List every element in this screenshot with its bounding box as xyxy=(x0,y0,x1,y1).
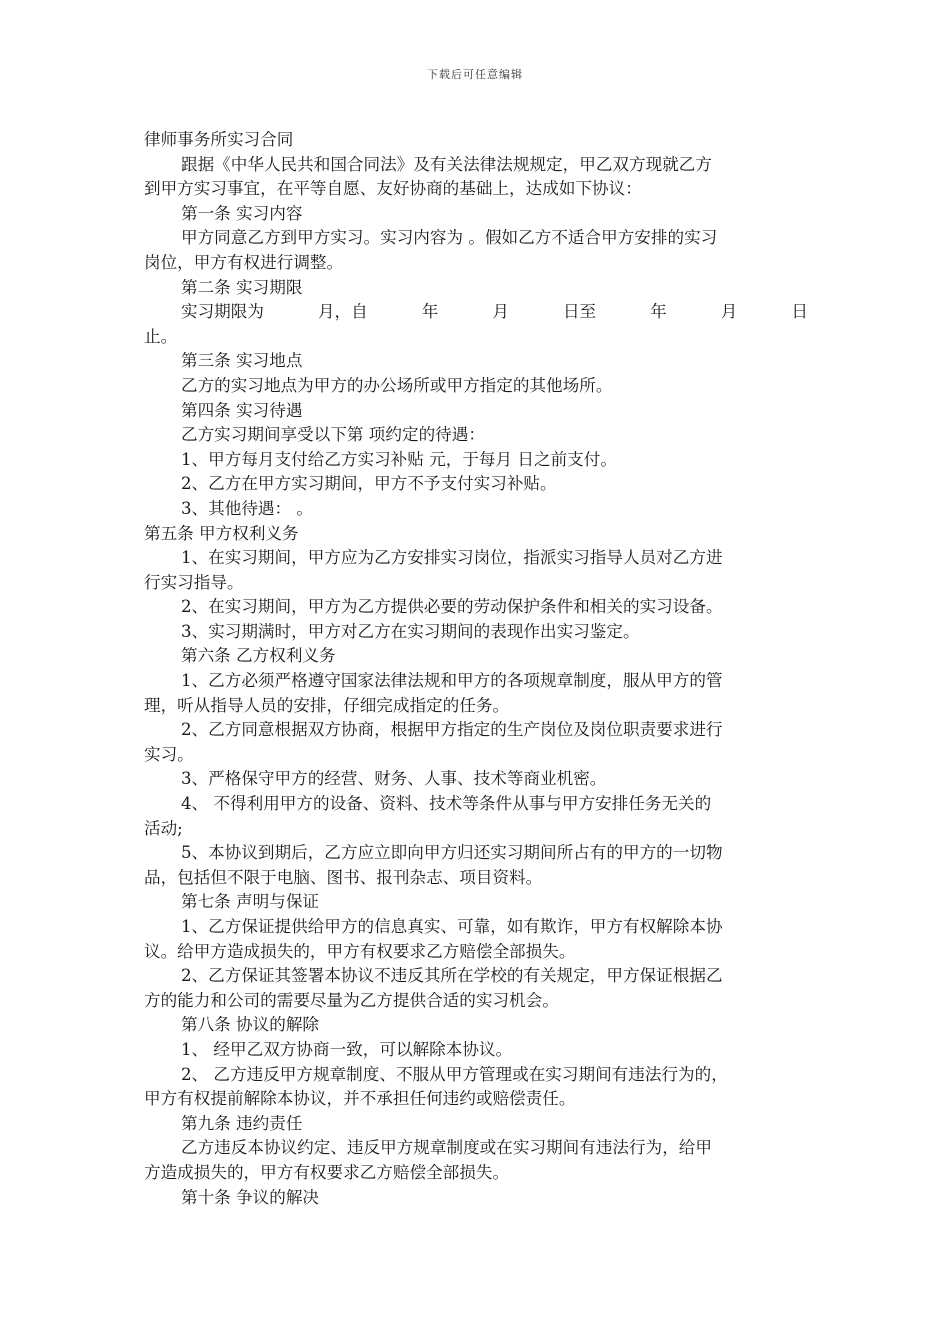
article-8-line: 1、 经甲乙双方协商一致，可以解除本协议。 xyxy=(181,1039,513,1059)
article-3-heading: 第三条 实习地点 xyxy=(181,351,303,371)
article-6-line: 5、本协议到期后，乙方应立即向甲方归还实习期间所占有的甲方的一切物 xyxy=(181,843,723,863)
article-10-heading: 第十条 争议的解决 xyxy=(181,1187,320,1207)
article-7-line: 议。给甲方造成损失的，甲方有权要求乙方赔偿全部损失。 xyxy=(144,941,576,961)
article-4-line: 2、乙方在甲方实习期间，甲方不予支付实习补贴。 xyxy=(181,474,557,494)
article-5-heading: 第五条 甲方权利义务 xyxy=(144,523,299,543)
article-9-line: 方造成损失的，甲方有权要求乙方赔偿全部损失。 xyxy=(144,1162,510,1182)
article-2-period-tail: 止。 xyxy=(144,326,178,346)
article-7-line: 方的能力和公司的需要尽量为乙方提供合适的实习机会。 xyxy=(144,990,559,1010)
document-title: 律师事务所实习合同 xyxy=(144,130,294,149)
article-3-line: 乙方的实习地点为甲方的办公场所或甲方指定的其他场所。 xyxy=(181,375,613,395)
preamble-line: 跟据《中华人民共和国合同法》及有关法律法规规定，甲乙双方现就乙方 xyxy=(181,154,712,174)
article-8-line: 2、 乙方违反甲方规章制度、不服从甲方管理或在实习期间有违法行为的， xyxy=(181,1064,728,1084)
article-5-line: 行实习指导。 xyxy=(144,572,244,592)
article-7-line: 2、乙方保证其签署本协议不违反其所在学校的有关规定，甲方保证根据乙 xyxy=(181,966,723,986)
article-7-line: 1、乙方保证提供给甲方的信息真实、可靠，如有欺诈，甲方有权解除本协 xyxy=(181,917,723,936)
article-7-heading: 第七条 声明与保证 xyxy=(181,892,320,912)
period-part: 实习期限为 xyxy=(181,302,264,322)
page-header-note: 下载后可任意编辑 xyxy=(427,68,523,81)
period-part: 年 xyxy=(421,302,439,322)
article-4-line: 1、甲方每月支付给乙方实习补贴 元，于每月 日之前支付。 xyxy=(181,449,617,469)
article-6-line: 理，听从指导人员的安排，仔细完成指定的任务。 xyxy=(144,695,510,715)
period-part: 日至 xyxy=(562,302,597,322)
article-6-line: 1、乙方必须严格遵守国家法律法规和甲方的各项规章制度，服从甲方的管 xyxy=(181,671,723,691)
article-2-period-line xyxy=(144,300,808,325)
preamble-line: 到甲方实习事宜，在平等自愿、友好协商的基础上，达成如下协议： xyxy=(144,179,642,199)
article-5-line: 2、在实习期间，甲方为乙方提供必要的劳动保护条件和相关的实习设备。 xyxy=(181,597,723,617)
article-1-line: 岗位，甲方有权进行调整。 xyxy=(144,252,344,272)
article-6-line: 实习。 xyxy=(144,744,194,764)
contract-body xyxy=(144,128,808,1210)
article-6-line: 2、乙方同意根据双方协商，根据甲方指定的生产岗位及岗位职责要求进行 xyxy=(181,720,723,740)
article-6-line: 4、 不得利用甲方的设备、资料、技术等条件从事与甲方安排任务无关的 xyxy=(181,794,712,814)
article-1-heading: 第一条 实习内容 xyxy=(181,203,303,223)
article-4-line: 3、其他待遇： 。 xyxy=(181,498,313,518)
article-8-line: 甲方有权提前解除本协议，并不承担任何违约或赔偿责任。 xyxy=(144,1089,576,1109)
article-1-line: 甲方同意乙方到甲方实习。实习内容为 。假如乙方不适合甲方安排的实习 xyxy=(181,228,718,248)
article-9-heading: 第九条 违约责任 xyxy=(181,1113,303,1133)
period-part: 月 xyxy=(720,302,738,322)
article-4-heading: 第四条 实习待遇 xyxy=(181,400,303,420)
article-4-line: 乙方实习期间享受以下第 项约定的待遇： xyxy=(181,425,485,445)
period-part: 日 xyxy=(791,302,808,322)
period-part: 年 xyxy=(650,302,667,322)
article-6-line: 3、严格保守甲方的经营、财务、人事、技术等商业机密。 xyxy=(181,769,607,789)
period-part: 月 xyxy=(492,302,509,322)
period-part: 月，自 xyxy=(317,302,368,322)
article-9-line: 乙方违反本协议约定、违反甲方规章制度或在实习期间有违法行为，给甲 xyxy=(181,1138,712,1158)
article-6-line: 品，包括但不限于电脑、图书、报刊杂志、项目资料。 xyxy=(144,867,543,887)
article-6-heading: 第六条 乙方权利义务 xyxy=(181,646,336,666)
article-6-line: 活动; xyxy=(144,818,183,838)
article-5-line: 1、在实习期间，甲方应为乙方安排实习岗位，指派实习指导人员对乙方进 xyxy=(181,548,723,568)
article-8-heading: 第八条 协议的解除 xyxy=(181,1015,320,1035)
article-2-heading: 第二条 实习期限 xyxy=(181,277,303,297)
article-5-line: 3、实习期满时，甲方对乙方在实习期间的表现作出实习鉴定。 xyxy=(181,621,640,641)
